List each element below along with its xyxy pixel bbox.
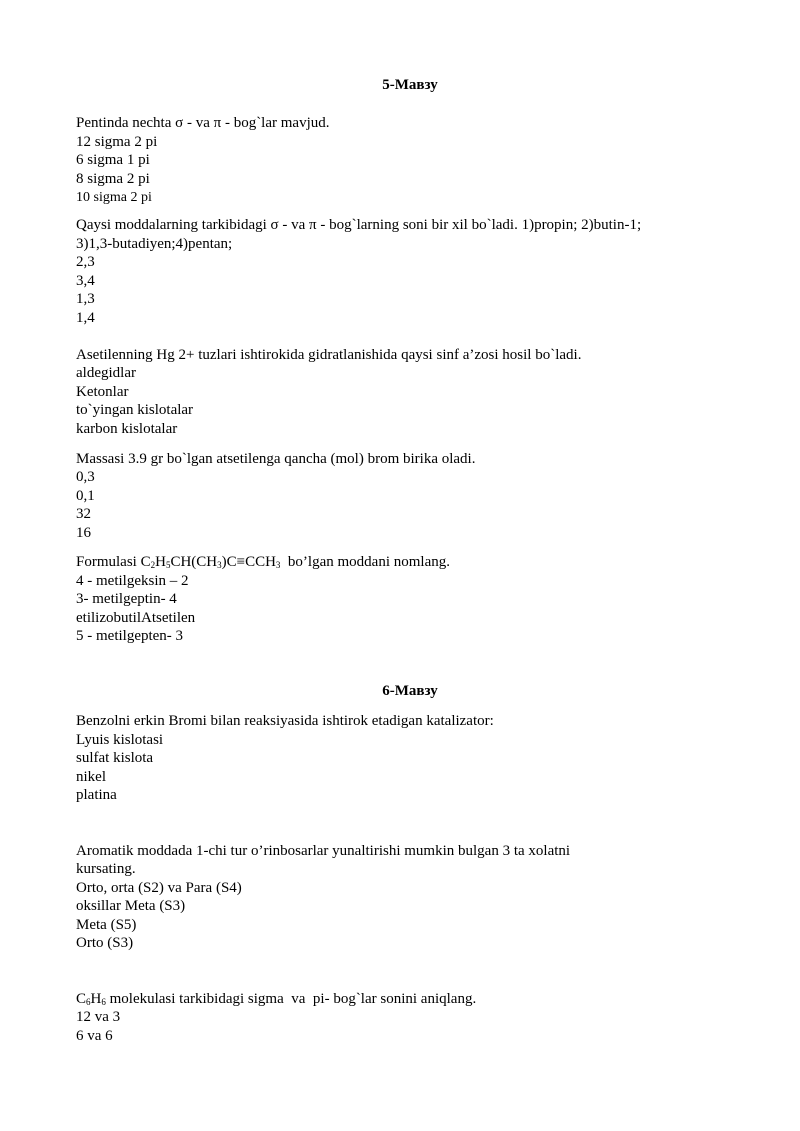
formula-part: H	[155, 554, 166, 570]
answer-option: karbon kislotalar	[76, 421, 178, 437]
answer-option: etilizobutilAtsetilen	[76, 610, 196, 626]
answer-option: 1,3	[76, 291, 95, 307]
answer-option: nikel	[76, 769, 106, 785]
answer-option: to`yingan kislotalar	[76, 402, 194, 418]
subscript: 5	[165, 560, 171, 570]
question-text-prefix: Formulasi C	[76, 554, 151, 570]
answer-option: 16	[76, 525, 91, 541]
question-text: Massasi 3.9 gr bo`lgan atsetilenga qancha (mol) brom birika oladi.	[76, 451, 476, 467]
answer-option: Meta (S5)	[76, 917, 137, 933]
answer-option: aldegidlar	[76, 365, 136, 381]
answer-option: Lyuis kislotasi	[76, 732, 164, 748]
formula-part: )C≡CCH	[221, 554, 276, 570]
formula-part: H	[90, 991, 102, 1007]
answer-option: 12 sigma 2 pi	[76, 134, 158, 150]
section-heading: 5-Мавзу	[382, 77, 438, 93]
answer-option: platina	[76, 787, 117, 803]
question-text: 3)1,3-butadiyen;4)pentan;	[76, 236, 233, 252]
question-text: Asetilenning Hg 2+ tuzlari ishtirokida gidratlanishida qaysi sinf a’zosi hosil bo`ladi.	[76, 347, 582, 363]
formula-part: CH(CH	[170, 554, 218, 570]
answer-option: sulfat kislota	[76, 750, 154, 766]
section-heading: 6-Мавзу	[382, 683, 438, 699]
answer-option: 8 sigma 2 pi	[76, 171, 150, 187]
answer-option: 6 va 6	[76, 1028, 113, 1044]
formula-part: C	[76, 991, 87, 1007]
subscript: 3	[217, 560, 222, 570]
answer-option: 2,3	[76, 254, 95, 270]
answer-option: Orto (S3)	[76, 935, 134, 951]
question-text	[76, 553, 450, 572]
subscript: 6	[86, 997, 91, 1007]
answer-option: 6 sigma 1 pi	[76, 152, 150, 168]
question-text: Benzolni erkin Bromi bilan reaksiyasida ishtirok etadigan katalizator:	[76, 713, 494, 729]
question-text: Qaysi moddalarning tarkibidagi σ - va π - bog`larning soni bir xil bo`ladi. 1)propin; 2)butin-1;	[76, 217, 642, 233]
answer-option: 4 - metilgeksin – 2	[76, 573, 189, 589]
question-text-suffix: bo’lgan moddani nomlang.	[280, 554, 450, 570]
answer-option: 5 - metilgepten- 3	[76, 628, 184, 644]
question-text: Pentinda nechta σ - va π - bog`lar mavjud.	[76, 115, 330, 131]
question-text: kursating.	[76, 861, 136, 877]
answer-option: 0,1	[76, 488, 95, 504]
answer-option: 0,3	[76, 469, 95, 485]
answer-option: Orto, orta (S2) va Para (S4)	[76, 880, 242, 896]
subscript: 6	[101, 997, 106, 1007]
answer-option: 12 va 3	[76, 1009, 121, 1025]
subscript: 2	[150, 560, 156, 570]
answer-option: oksillar Meta (S3)	[76, 898, 186, 914]
question-text: Aromatik moddada 1-chi tur o’rinbosarlar yunaltirishi mumkin bulgan 3 ta xolatni	[76, 843, 571, 859]
answer-option: 3,4	[76, 273, 95, 289]
subscript: 3	[275, 560, 281, 570]
answer-option: 32	[76, 506, 91, 522]
answer-option: 1,4	[76, 310, 95, 326]
answer-option: Ketonlar	[76, 384, 129, 400]
answer-option: 10 sigma 2 pi	[76, 190, 152, 205]
question-text	[76, 990, 476, 1009]
question-text-suffix: molekulasi tarkibidagi sigma va pi- bog`lar sonini aniqlang.	[105, 991, 477, 1007]
answer-option: 3- metilgeptin- 4	[76, 591, 177, 607]
